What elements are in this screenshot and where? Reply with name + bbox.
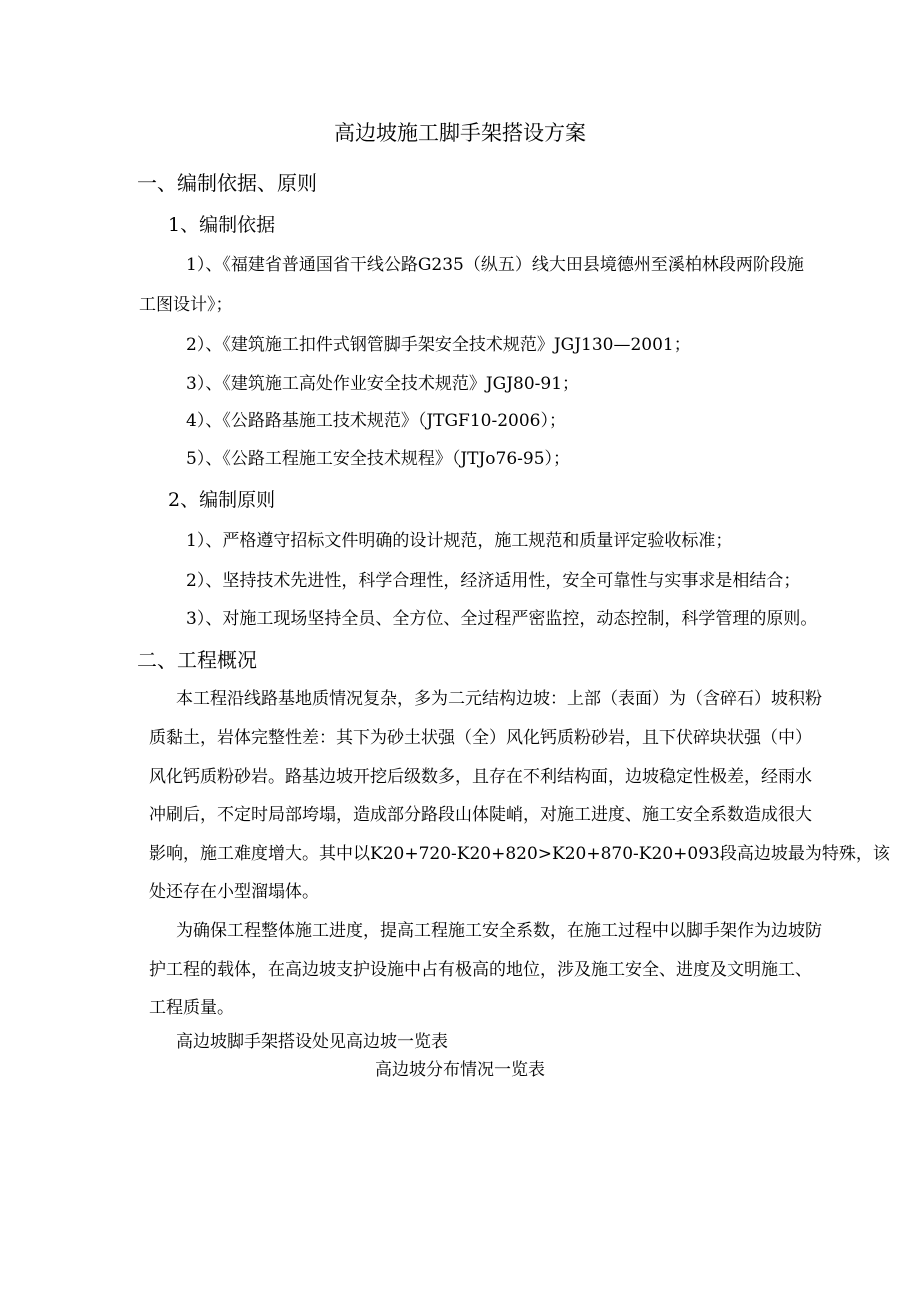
principle-item-2: 2）、坚持技术先进性，科学合理性，经济适用性，安全可靠性与实事求是相结合；: [186, 571, 801, 591]
subsection-heading-principles: 2、编制原则: [168, 489, 276, 511]
basis-item-5: 5）、《公路工程施工安全技术规程》（JTJo76-95）；: [186, 449, 571, 469]
section-heading-overview: 二、工程概况: [137, 648, 257, 672]
basis-item-1-continued: 工图设计》；: [139, 295, 233, 315]
basis-item-4: 4）、《公路路基施工技术规范》（JTGF10-2006）；: [186, 411, 566, 431]
scaffold-location-note: 高边坡脚手架搭设处见高边坡一览表: [176, 1032, 448, 1052]
principle-item-3: 3）、对施工现场坚持全员、全方位、全过程严密监控，动态控制，科学管理的原则。: [186, 609, 818, 629]
overview-paragraph-line-1: 本工程沿线路基地质情况复杂，多为二元结构边坡：上部（表面）为（含碎石）坡积粉: [176, 689, 822, 709]
subsection-heading-basis: 1、编制依据: [168, 214, 276, 236]
purpose-paragraph-line-1: 为确保工程整体施工进度，提高工程施工安全系数，在施工过程中以脚手架作为边坡防: [176, 921, 822, 941]
principle-item-1: 1）、严格遵守招标文件明确的设计规范，施工规范和质量评定验收标准；: [186, 531, 733, 551]
overview-paragraph-line-4: 冲刷后，不定时局部垮塌，造成部分路段山体陡峭，对施工进度、施工安全系数造成很大: [149, 805, 812, 825]
basis-item-1: 1）、《福建省普通国省干线公路G235（纵五）线大田县境德州至溪柏林段两阶段施: [186, 255, 804, 275]
purpose-paragraph-line-3: 工程质量。: [149, 998, 234, 1018]
overview-paragraph-line-3: 风化钙质粉砂岩。路基边坡开挖后级数多，且存在不利结构面，边坡稳定性极差，经雨水: [149, 767, 812, 787]
table-caption: 高边坡分布情况一览表: [375, 1060, 545, 1080]
overview-paragraph-line-2: 质黏土，岩体完整性差：其下为砂土状强（全）风化钙质粉砂岩，且下伏碎块状强（中）: [149, 728, 812, 748]
purpose-paragraph-line-2: 护工程的载体，在高边坡支护设施中占有极高的地位，涉及施工安全、进度及文明施工、: [149, 960, 812, 980]
basis-item-3: 3）、《建筑施工高处作业安全技术规范》JGJ80-91；: [186, 374, 580, 394]
section-heading-basis-principles: 一、编制依据、原则: [137, 171, 317, 195]
basis-item-2: 2）、《建筑施工扣件式钢管脚手架安全技术规范》JGJ130—2001；: [186, 335, 691, 355]
overview-paragraph-line-6: 处还存在小型溜塌体。: [149, 882, 319, 902]
document-title: 高边坡施工脚手架搭设方案: [334, 121, 586, 145]
overview-paragraph-line-5: 影响，施工难度增大。其中以K20+720-K20+820>K20+870-K20+093段高边坡最为特殊，该: [149, 844, 890, 864]
